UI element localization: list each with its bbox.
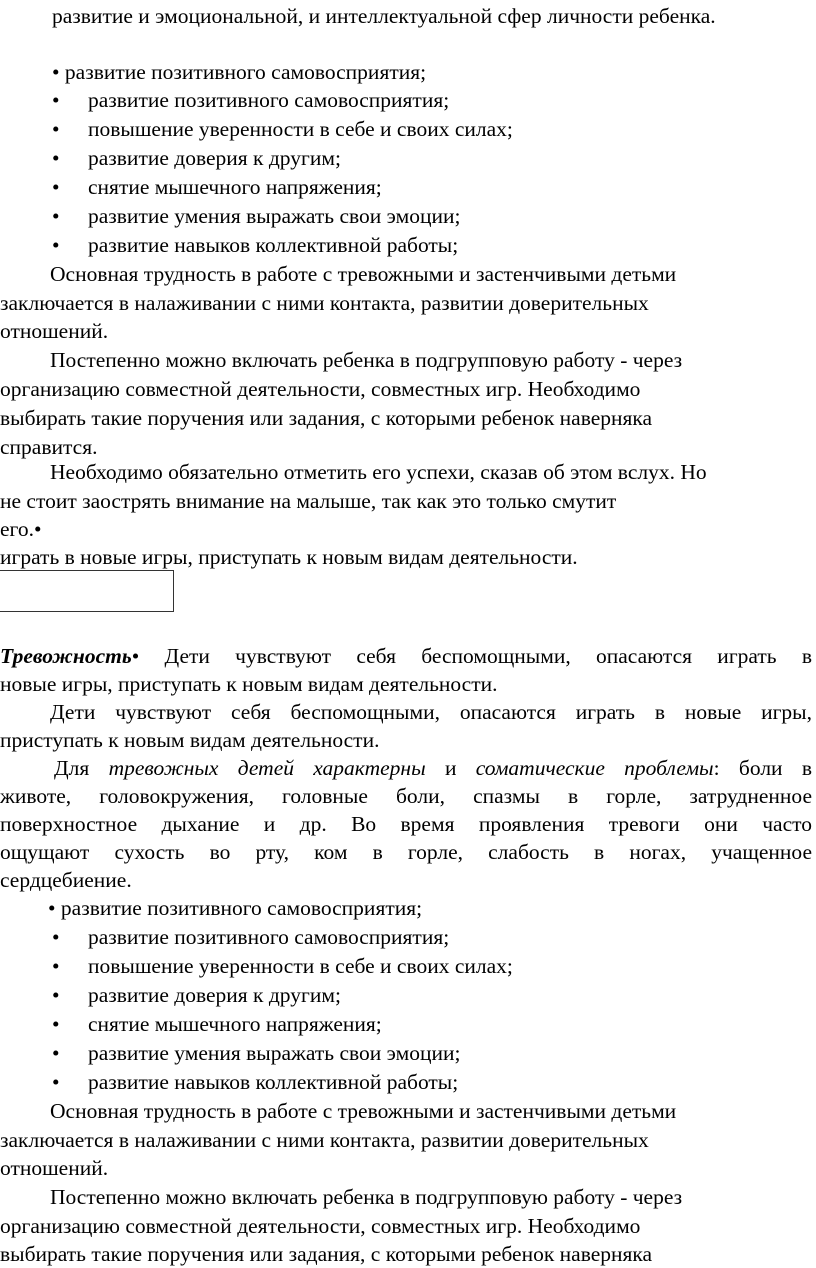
paragraph-line: приступать к новым видам деятельности. (0, 728, 380, 752)
paragraph-line: Постепенно можно включать ребенка в подгрупповую работу - через (50, 1185, 683, 1209)
bullet-icon: • (52, 1012, 60, 1036)
list2-inline-item: • развитие позитивного самовосприятия; (48, 896, 423, 920)
bullet-icon: • (52, 204, 60, 228)
paragraph-line: выбирать такие поручения или задания, с которыми ребенок наверняка (0, 1242, 653, 1266)
list1-inline-item: • развитие позитивного самовосприятия; (52, 60, 427, 84)
paragraph-line: его.• (0, 517, 42, 541)
bullet-icon: • (52, 146, 60, 170)
bullet-icon: • (52, 233, 60, 257)
bullet-icon: • (52, 175, 60, 199)
bullet-icon: • (52, 925, 60, 949)
paragraph-line: заключается в налаживании с ними контакта, развитии доверительных (0, 291, 649, 315)
bullet-icon: • (52, 88, 60, 112)
intro-line: развитие и эмоциональной, и интеллектуальной сфер личности ребенка. (52, 4, 716, 28)
paragraph-line: отношений. (0, 1156, 109, 1180)
paragraph-line: играть в новые игры, приступать к новым видам деятельности. (0, 545, 578, 569)
paragraph-line: ощущают сухость во рту, ком в горле, слабость в ногах, учащенное (0, 840, 812, 864)
paragraph-line: Постепенно можно включать ребенка в подгрупповую работу - через (50, 348, 683, 372)
paragraph-line: отношений. (0, 319, 109, 343)
bullet-icon: • (52, 1041, 60, 1065)
bullet-icon: • (33, 517, 42, 541)
paragraph-line: сердцебиение. (0, 868, 132, 892)
paragraph-line: заключается в налаживании с ними контакта, развитии доверительных (0, 1128, 649, 1152)
paragraph-line: Необходимо обязательно отметить его успехи, сказав об этом вслух. Но (50, 460, 707, 484)
section-heading: Тревожность (0, 644, 132, 668)
bullet-icon: • (52, 954, 60, 978)
anxiety-heading-line: Тревожность• Дети чувствуют себя беспомощными, опасаются играть в (0, 644, 813, 668)
bullet-icon: • (131, 644, 140, 668)
paragraph-line: Основная трудность в работе с тревожными и застенчивыми детьми (50, 262, 677, 286)
paragraph-line: организацию совместной деятельности, совместных игр. Необходимо (0, 1214, 641, 1238)
paragraph-line: Дети чувствуют себя беспомощными, опасаются играть в новые игры, (50, 700, 812, 724)
paragraph-line: не стоит заострять внимание на малыше, так как это только смутит (0, 489, 617, 513)
bullet-icon: • (48, 896, 56, 920)
paragraph-line: животе, головокружения, головные боли, спазмы в горле, затрудненное (0, 784, 812, 808)
paragraph-line: справится. (0, 435, 98, 459)
paragraph-line: выбирать такие поручения или задания, с которыми ребенок наверняка (0, 406, 653, 430)
paragraph-line: новые игры, приступать к новым видам деятельности. (0, 672, 498, 696)
bullet-icon: • (52, 60, 60, 84)
bullet-icon: • (52, 1070, 60, 1094)
paragraph-line: поверхностное дыхание и др. Во время проявления тревоги они часто (0, 812, 812, 836)
bullet-icon: • (52, 117, 60, 141)
bullet-icon: • (52, 983, 60, 1007)
paragraph-line: Основная трудность в работе с тревожными и застенчивыми детьми (50, 1099, 677, 1123)
empty-box (0, 570, 174, 612)
paragraph-line: организацию совместной деятельности, совместных игр. Необходимо (0, 377, 641, 401)
paragraph-line: Для тревожных детей характерны и соматические проблемы: боли в (54, 756, 813, 780)
